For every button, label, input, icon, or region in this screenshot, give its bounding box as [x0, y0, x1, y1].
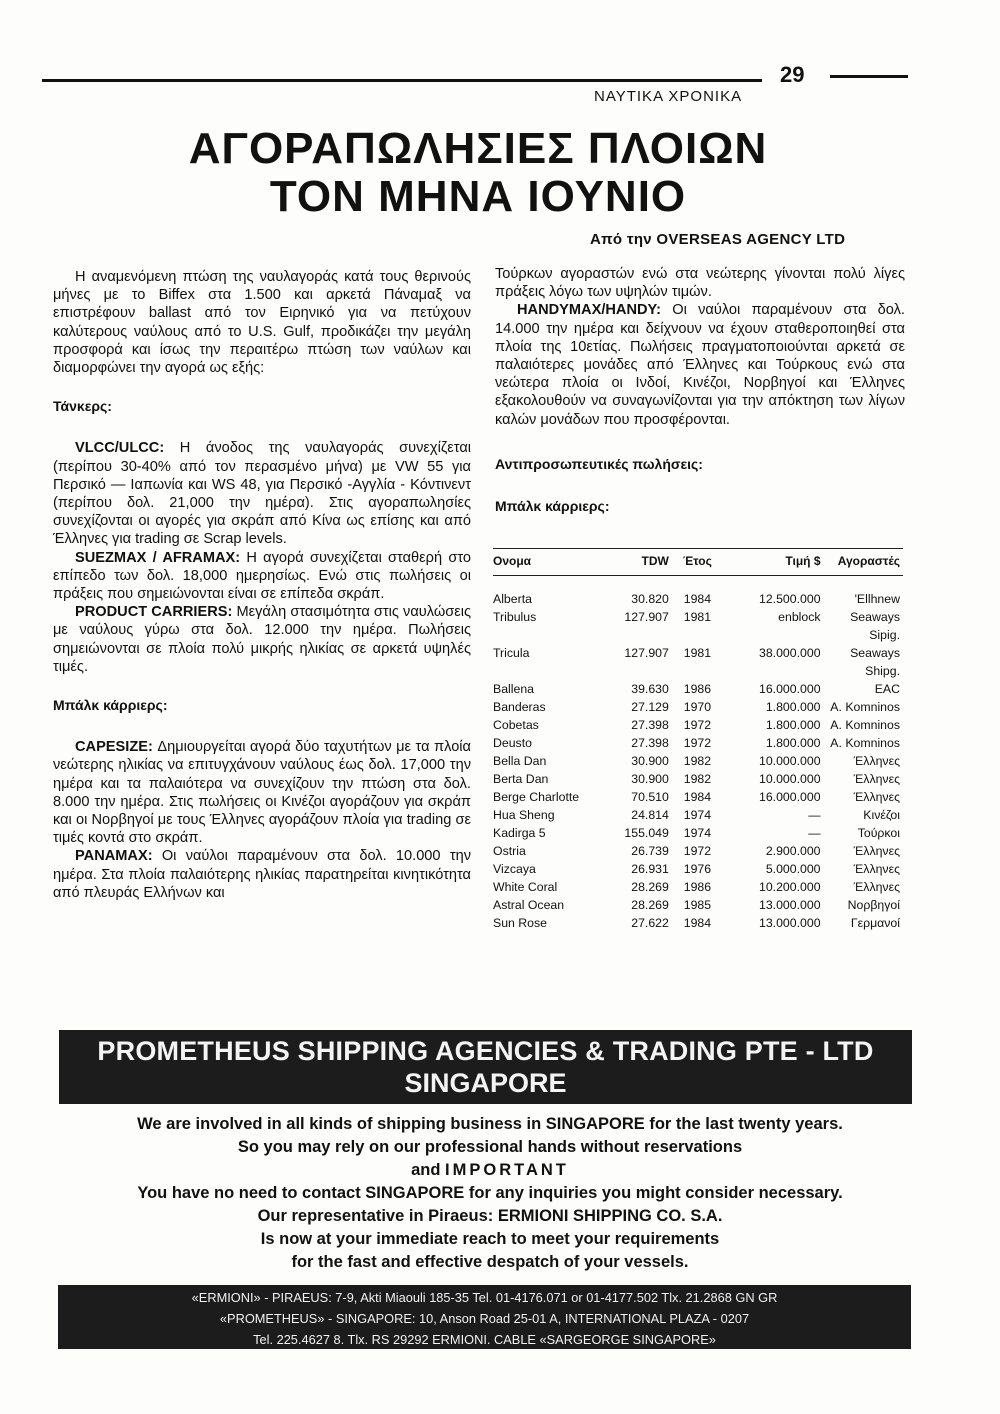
intro-paragraph: Η αναμενόμενη πτώση της ναυλαγοράς κατά τους θερινούς μήνες με το Biffex στα 1.500 και αρκετά Πάναμαξ να επιστρέφουν ballast από τον Ειρηνικό για να πετύχουν καλύτερους ναύλους από το U.S. Gulf, προδικάζει την μεγάλη προσφορά και ίσως την περαιτέρω πτώση των ναύλων και διαμορφώνει την αγορά ως εξής: [53, 269, 471, 377]
cell-year: 1981 [683, 610, 712, 624]
cell-name: Tricula [493, 646, 530, 660]
cell-tdw: 70.510 [631, 790, 669, 804]
cell-price: 16.000.000 [758, 790, 821, 804]
table-row [493, 752, 903, 770]
cell-name: Hua Sheng [493, 808, 555, 822]
ad-banner-city: SINGAPORE [404, 1068, 567, 1098]
cell-price: 1.800.000 [765, 718, 821, 732]
cell-buyer: Έλληνες [853, 844, 900, 858]
ad-text-line1: We are involved in all kinds of shipping business in SINGAPORE for the last twenty years. [137, 1115, 843, 1133]
cell-buyer: Έλληνες [853, 772, 900, 786]
cell-tdw: 28.269 [631, 880, 669, 894]
cell-year: 1972 [683, 736, 712, 750]
vlcc-text: Η άνοδος της ναυλαγοράς συνεχίζεται (περίπου 30-40% από τον περασμένο μήνα) με VW 55 για Περσικό — Ιαπωνία και WS 48, για Περσικό -Αγγλία - Κόντινεντ (περίπου δολ. 21,000 την ημέρα). Στις αγοραπωλησίες συνεχίζονται οι αγορές για σκράπ από Κίνα ως επίσης και από Έλληνες για trading σε Scrap levels. [53, 440, 471, 548]
cell-tdw: 127.907 [624, 646, 669, 660]
cell-price: 38.000.000 [758, 646, 821, 660]
suezmax-paragraph [53, 549, 471, 604]
cell-buyer: Νορβηγοί [847, 898, 900, 912]
handy-paragraph [495, 301, 905, 428]
cell-price: 10.000.000 [758, 772, 821, 786]
table-row [493, 878, 903, 896]
cell-name: Alberta [493, 592, 532, 606]
page-number: 29 [780, 62, 805, 87]
cell-tdw: 26.931 [631, 862, 669, 876]
cell-buyer: 'Ellhnew [854, 592, 900, 606]
col-year-header: Έτος [669, 549, 726, 576]
table-body [493, 576, 903, 933]
cell-price: 5.000.000 [765, 862, 821, 876]
suezmax-text: Η αγορά συνεχίζεται σταθερή στο επίπεδο των δολ. 18,000 ημερησίως. Ενώ στις πωλήσεις οι πράξεις που σημειώνονται είναι σε επίπεδα σκράπ. [53, 549, 471, 603]
ad-text-line3a: and [411, 1161, 446, 1179]
cell-price: 2.900.000 [765, 844, 821, 858]
panamax-paragraph [53, 847, 471, 902]
ad-banner-company: PROMETHEUS SHIPPING AGENCIES & TRADING PTE - LTD [97, 1036, 874, 1066]
cell-price: 16.000.000 [758, 682, 821, 696]
ad-text-line2: So you may rely on our professional hands without reservations [237, 1138, 743, 1156]
cell-name: Cobetas [493, 718, 539, 732]
table-row [493, 914, 903, 932]
panamax-text: Οι ναύλοι παραμένουν στα δολ. 10.000 την ημέρα. Στα πλοία παλαιότερης ηλικίας παρατηρείται κινητικότητα από πλευράς Ελλήνων και [53, 848, 471, 901]
capesize-label: CAPESIZE: [75, 739, 153, 756]
cell-name: Ostria [493, 844, 526, 858]
cell-year: 1972 [683, 718, 712, 732]
table-row [493, 680, 903, 698]
cell-buyer: Έλληνες [853, 754, 900, 768]
ad-footer-line1: «ERMIONI» - PIRAEUS: 7-9, Akti Miaouli 185-35 Tel. 01-4176.071 or 01-4177.502 Tlx. 21.2868 GN GR [191, 1290, 778, 1305]
cell-buyer: A. Komninos [830, 700, 900, 714]
cell-tdw: 30.900 [631, 754, 669, 768]
table-row [493, 734, 903, 752]
table-row [493, 716, 903, 734]
cell-buyer: Έλληνες [853, 880, 900, 894]
product-text: Μεγάλη στασιμότητα στις ναυλώσεις με ναύλους γύρω στα δολ. 12.000 την ημέρα. Πωλήσεις σημειώνονται σε πλοία πολύ μικρής ηλικίας σε αρκετά υψηλές τιμές. [53, 604, 472, 675]
cell-year: 1976 [683, 862, 712, 876]
sales-heading: Αντιπροσωπευτικές πωλήσεις: [495, 455, 703, 472]
tankers-heading: Τάνκερς: [53, 398, 112, 415]
sales-table-wrapper [493, 548, 903, 932]
cell-year: 1974 [683, 826, 712, 840]
magazine-name: ΝΑΥΤΙΚΑ ΧΡΟΝΙΚΑ [594, 88, 743, 105]
cell-price: 10.200.000 [758, 880, 821, 894]
cell-buyer: Γερμανοί [850, 916, 900, 930]
cell-buyer: Seaways Sipig. [850, 610, 900, 642]
table-header-row [493, 549, 903, 576]
cell-name: Berge Charlotte [493, 790, 580, 804]
cell-name: White Coral [493, 880, 558, 894]
cell-buyer: Έλληνες [853, 790, 900, 804]
cell-price: enblock [778, 610, 821, 624]
cell-name: Deusto [493, 736, 532, 750]
cell-year: 1981 [683, 646, 712, 660]
sales-table [493, 548, 903, 932]
capesize-paragraph [53, 738, 471, 847]
ad-text-line6: Is now at your immediate reach to meet your requirements [260, 1230, 720, 1248]
cell-year: 1985 [683, 898, 712, 912]
cell-name: Kadirga 5 [493, 826, 546, 840]
ad-footer-line3: Tel. 225.4627 8. Tlx. RS 29292 ERMIONI. CABLE «SARGEORGE SINGAPORE» [253, 1332, 716, 1347]
cell-year: 1982 [683, 772, 712, 786]
ad-body [50, 1113, 930, 1274]
vlcc-paragraph [53, 439, 471, 548]
handy-text: Οι ναύλοι παραμένουν στα δολ. 14.000 την ημέρα και δείχνουν να έχουν σταθεροποιηθεί στα πλοία της 10ετίας. Πωλήσεις πραγματοποιούνται αρκετά σε παλαιότερες μονάδες από Έλληνες και Τούρκους ενώ στα νεώτερα πλοία οι Ινδοί, Κινέζοι, Νορβηγοί και Έλληνες εξακολουθούν να συναγωνίζονται για την απόκτηση των λίγων καλών μονάδων που προσφέρονται. [495, 302, 905, 428]
cell-name: Astral Ocean [493, 898, 565, 912]
cell-buyer: Κινέζοι [863, 808, 900, 822]
cell-price: 12.500.000 [758, 592, 821, 606]
header-rule-right [830, 75, 908, 78]
table-row [493, 806, 903, 824]
col-price-header: Τιμή $ [726, 549, 821, 576]
handy-label: HANDYMAX/HANDY: [517, 302, 662, 319]
article-title-line2: ΤΟΝ ΜΗΝΑ ΙΟΥΝΙΟ [269, 172, 687, 221]
cell-name: Banderas [493, 700, 546, 714]
cell-year: 1984 [683, 790, 712, 804]
table-row [493, 860, 903, 878]
ad-text-important: IMPORTANT [445, 1161, 569, 1179]
table-row [493, 824, 903, 842]
bulk-heading-right: Μπάλκ κάρριερς: [495, 498, 610, 515]
cell-tdw: 127.907 [624, 610, 669, 624]
cell-buyer: EAC [874, 682, 900, 696]
table-row [493, 770, 903, 788]
cell-tdw: 26.739 [631, 844, 669, 858]
cell-tdw: 155.049 [624, 826, 669, 840]
ad-banner [59, 1030, 912, 1104]
panamax-label: PANAMAX: [75, 848, 153, 865]
cell-year: 1974 [683, 808, 712, 822]
cell-price: 13.000.000 [758, 898, 821, 912]
cell-name: Sun Rose [493, 916, 548, 930]
cell-year: 1982 [683, 754, 712, 768]
cell-tdw: 30.900 [631, 772, 669, 786]
cell-year: 1984 [683, 592, 712, 606]
ad-contact-footer [58, 1285, 911, 1349]
product-paragraph [53, 603, 471, 676]
cell-tdw: 30.820 [631, 592, 669, 606]
article-title-line1: ΑΓΟΡΑΠΩΛΗΣΙΕΣ ΠΛΟΙΩΝ [188, 124, 768, 173]
ad-text-line3 [50, 1159, 930, 1182]
cell-price: — [808, 826, 821, 840]
col-tdw-header: TDW [594, 549, 669, 576]
suezmax-label: SUEZMAX / AFRAMAX: [75, 549, 241, 566]
cell-tdw: 28.269 [631, 898, 669, 912]
header-rule-left [42, 79, 762, 82]
cell-year: 1972 [683, 844, 712, 858]
table-row [493, 644, 903, 680]
cell-buyer: Τούρκοι [857, 826, 900, 840]
cell-buyer: A. Komninos [830, 736, 900, 750]
col-buyer-header: Αγοραστές [821, 549, 903, 576]
vlcc-label: VLCC/ULCC: [75, 440, 165, 457]
byline: Από την OVERSEAS AGENCY LTD [590, 231, 846, 248]
cell-year: 1986 [683, 682, 712, 696]
cell-year: 1986 [683, 880, 712, 894]
cell-name: Tribulus [493, 610, 537, 624]
cell-tdw: 27.129 [631, 700, 669, 714]
cell-name: Berta Dan [493, 772, 549, 786]
col-name-header: Ονομα [493, 549, 594, 576]
ad-text-line5: Our representative in Piraeus: ERMIONI SHIPPING CO. S.A. [257, 1207, 723, 1225]
table-row [493, 842, 903, 860]
cell-tdw: 39.630 [631, 682, 669, 696]
cell-year: 1970 [683, 700, 712, 714]
table-row [493, 896, 903, 914]
cell-buyer: A. Komninos [830, 718, 900, 732]
table-row [493, 608, 903, 644]
cell-price: 10.000.000 [758, 754, 821, 768]
table-row [493, 698, 903, 716]
right-column [495, 265, 905, 515]
cell-name: Bella Dan [493, 754, 547, 768]
cell-price: 13.000.000 [758, 916, 821, 930]
cell-tdw: 24.814 [631, 808, 669, 822]
cell-tdw: 27.398 [631, 736, 669, 750]
cell-price: 1.800.000 [765, 736, 821, 750]
product-label: PRODUCT CARRIERS: [75, 604, 233, 621]
table-row [493, 590, 903, 608]
continuation-paragraph: Τούρκων αγοραστών ενώ στα νεώτερης γίνονται πολύ λίγες πράξεις λόγω των υψηλών τιμών. [495, 266, 905, 301]
ad-footer-line2: «PROMETHEUS» - SINGAPORE: 10, Anson Road 25-01 A, INTERNATIONAL PLAZA - 0207 [219, 1311, 750, 1326]
bulk-heading-left: Μπάλκ κάρριερς: [53, 697, 168, 714]
left-column [53, 268, 471, 902]
cell-buyer: Seaways Shipg. [850, 646, 900, 678]
ad-text-line4: You have no need to contact SINGAPORE for any inquiries you might consider necessary. [137, 1184, 843, 1202]
cell-tdw: 27.398 [631, 718, 669, 732]
capesize-text: Δημιουργείται αγορά δύο ταχυτήτων με τα πλοία νεώτερης ηλικίας να επιτυγχάνουν ναύλους έως δολ. 17,000 την ημέρα και τα παλαιότερα να συνεχίζουν την πτώση στα δολ. 8.000 την ημέρα. Στις πωλήσεις οι Κινέζοι αγοράζουν για σκράπ και οι Νορβηγοί με τους Έλληνες αγοράζουν πλοία για trading σε τιμές κοντά στο σκράπ. [53, 739, 471, 847]
cell-price: — [808, 808, 821, 822]
cell-name: Vizcaya [493, 862, 536, 876]
table-row [493, 788, 903, 806]
cell-name: Ballena [493, 682, 535, 696]
cell-buyer: Έλληνες [853, 862, 900, 876]
cell-tdw: 27.622 [631, 916, 669, 930]
ad-text-line7: for the fast and effective despatch of your vessels. [291, 1253, 689, 1271]
cell-price: 1.800.000 [765, 700, 821, 714]
cell-year: 1984 [683, 916, 712, 930]
